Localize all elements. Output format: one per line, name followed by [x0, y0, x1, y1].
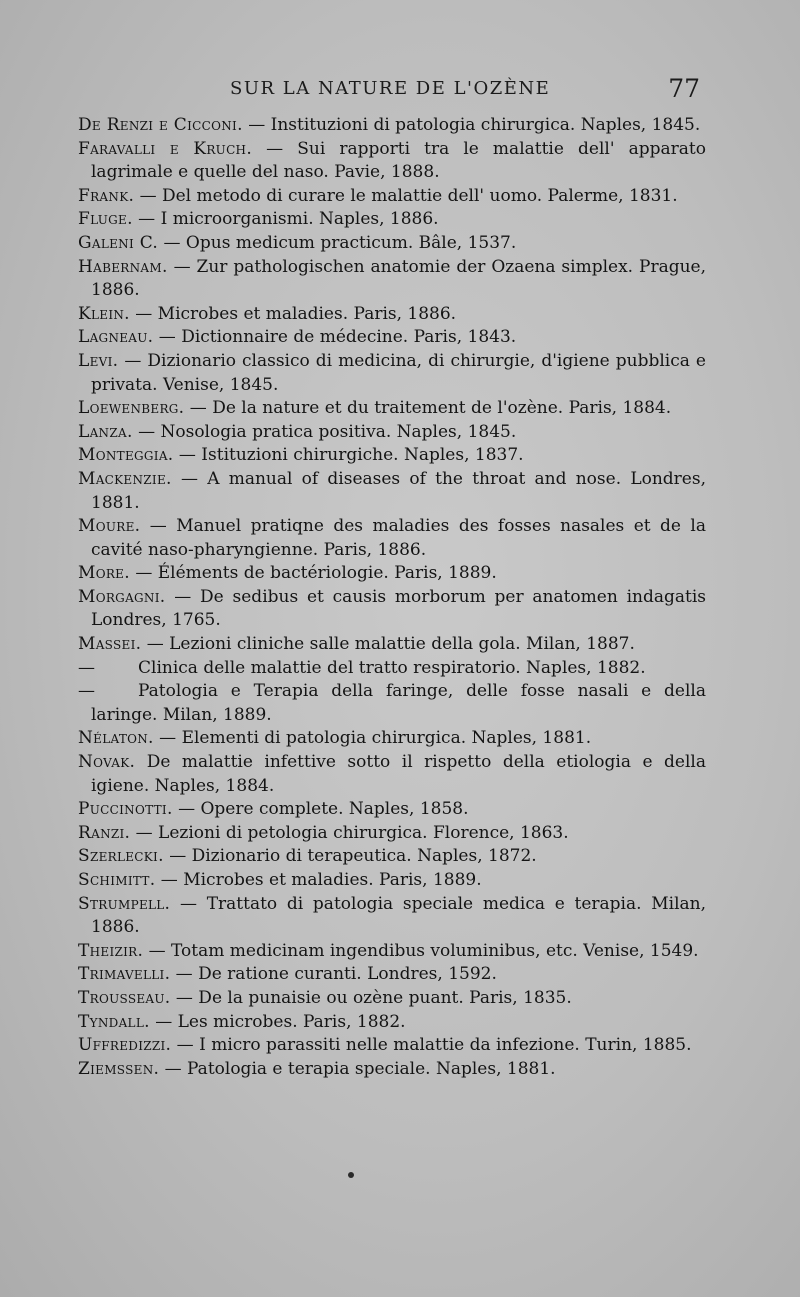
entry-text: — Lezioni di petologia chirurgica. Florence, 1863. [130, 822, 569, 843]
entry-text: — De la punaisie ou ozène puant. Paris, 1835. [170, 987, 572, 1008]
bibliography-entry [78, 350, 706, 397]
entry-author: Moure. [78, 516, 141, 537]
entry-text: — Microbes et maladies. Paris, 1889. [155, 870, 482, 890]
entry-author: Klein. [78, 303, 130, 324]
entry-text: — Manuel pratiqne des maladies des fosses nasales et de la cavité naso-pharyngienne. Paris, 1886. [91, 516, 706, 560]
bibliography-entry [78, 1034, 706, 1058]
bibliography-entry [78, 727, 706, 751]
bibliography-entry [78, 444, 706, 468]
entry-author: Loewenberg. [78, 398, 185, 419]
entry-text: De malattie infettive sotto il rispetto della etiologia e della igiene. Naples, 1884. [91, 752, 706, 796]
entry-author: Lagneau. [78, 327, 154, 348]
entry-author: Morgagni. [78, 586, 166, 607]
bibliography-entry [78, 185, 706, 209]
entry-text: — Les microbes. Paris, 1882. [149, 1011, 406, 1032]
entry-author: Levi. [78, 350, 119, 371]
ink-dot [348, 1172, 354, 1178]
entry-text: — Dizionario classico di medicina, di chirurgie, d'igiene pubblica e privata. Venise, 1845. [91, 350, 706, 395]
entry-author: Frank. [78, 185, 135, 206]
bibliography-entry [78, 586, 706, 633]
entry-author: Trousseau. [78, 987, 171, 1008]
entry-author: De Renzi e Cicconi. [78, 115, 243, 135]
entry-author: Trimavelli. [78, 964, 171, 985]
entry-text: — Dizionario di terapeutica. Naples, 1872. [163, 846, 537, 867]
bibliography-entry [78, 421, 706, 445]
entry-author: Schimitt. [78, 870, 156, 890]
bibliography-entry [78, 822, 706, 846]
entry-text: — Patologia e terapia speciale. Naples, 1881. [159, 1058, 556, 1079]
bibliography-entry [78, 138, 706, 185]
bibliography-entry [78, 1011, 706, 1035]
bibliography-entry [78, 963, 706, 987]
entry-text: — Microbes et maladies. Paris, 1886. [129, 303, 457, 324]
entry-text: — Dictionnaire de médecine. Paris, 1843. [153, 327, 517, 348]
entry-author: Novak. [78, 752, 136, 773]
bibliography-entry [78, 845, 706, 869]
entry-author: Tyndall. [78, 1011, 150, 1032]
entry-author: Massei. [78, 634, 142, 655]
bibliography-entry [78, 657, 706, 681]
entry-author: Szerlecki. [78, 846, 164, 867]
entry-text: — I microorganismi. Naples, 1886. [132, 209, 439, 230]
bibliography-entry [78, 515, 706, 562]
bibliography-entry [78, 987, 706, 1011]
entry-author: Galeni C. [78, 232, 159, 253]
bibliography-entry [78, 869, 706, 893]
bibliography-entry [78, 633, 706, 657]
bibliography-entry [78, 208, 706, 232]
bibliography-entry [78, 893, 706, 940]
entry-text: — De ratione curanti. Londres, 1592. [170, 964, 497, 985]
entry-author: Ranzi. [78, 822, 131, 843]
bibliography-entry [78, 562, 706, 586]
bibliography-entry [78, 468, 706, 515]
page-header [80, 74, 700, 104]
entry-author: Theizir. [78, 940, 144, 961]
bibliography-entry [78, 1058, 706, 1082]
entry-text: — Instituzioni di patologia chirurgica. Naples, 1845. [242, 115, 701, 135]
entry-text: — Trattato di patologia speciale medica e terapia. Milan, 1886. [91, 893, 706, 938]
bibliography-entry [78, 232, 706, 256]
entry-author: Fluge. [78, 209, 133, 230]
entry-author: Strumpell. [78, 893, 171, 914]
entry-text: Patologia e Terapia della faringe, delle fosse nasali e della laringe. Milan, 1889. [91, 681, 706, 725]
entry-text: Clinica delle malattie del tratto respiratorio. Naples, 1882. [138, 657, 646, 678]
entry-text: — Zur pathologischen anatomie der Ozaena simplex. Prague, 1886. [91, 256, 706, 301]
bibliography-entry [78, 114, 706, 138]
ditto-dash: — [78, 681, 95, 702]
bibliography-entry [78, 751, 706, 798]
entry-author: Lanza. [78, 421, 133, 442]
entry-author: Mackenzie. [78, 468, 172, 489]
ditto-dash: — [78, 657, 95, 678]
entry-text: — Istituzioni chirurgiche. Naples, 1837. [173, 445, 524, 466]
entry-text: — Opere complete. Naples, 1858. [172, 799, 469, 820]
bibliography-entry [78, 326, 706, 350]
entry-author: More. [78, 563, 130, 584]
bibliography-entry [78, 256, 706, 303]
entry-text: — De sedibus et causis morborum per anatomen indagatis Londres, 1765. [91, 586, 706, 631]
entry-text: — Éléments de bactériologie. Paris, 1889. [129, 563, 497, 584]
entry-author: Ziemssen. [78, 1058, 160, 1079]
entry-text: — Del metodo di curare le malattie dell' uomo. Palerme, 1831. [134, 185, 678, 206]
entry-text: — A manual of diseases of the throat and nose. Londres, 1881. [91, 468, 706, 513]
bibliography-entry [78, 397, 706, 421]
bibliography-list [78, 114, 706, 1081]
bibliography-entry [78, 940, 706, 964]
entry-text: — Opus medicum practicum. Bâle, 1537. [158, 232, 517, 253]
page-number: 77 [668, 74, 700, 103]
entry-text: — Totam medicinam ingendibus voluminibus, etc. Venise, 1549. [143, 940, 699, 961]
entry-author: Uffredizzi. [78, 1035, 172, 1056]
entry-text: — Elementi di patologia chirurgica. Naples, 1881. [153, 728, 592, 749]
entry-text: — Sui rapporti tra le malattie dell' apparato lagrimale e quelle del naso. Pavie, 1888. [91, 138, 706, 183]
bibliography-entry [78, 680, 706, 727]
entry-author: Puccinotti. [78, 799, 173, 820]
entry-text: — De la nature et du traitement de l'ozène. Paris, 1884. [184, 398, 672, 419]
bibliography-entry [78, 303, 706, 327]
entry-author: Monteggia. [78, 445, 174, 466]
entry-author: Habernam. [78, 256, 168, 277]
entry-author: Nélaton. [78, 728, 154, 749]
running-title: SUR LA NATURE DE L'OZÈNE [230, 78, 551, 99]
entry-text: — Lezioni cliniche salle malattie della gola. Milan, 1887. [141, 634, 635, 655]
bibliography-entry [78, 798, 706, 822]
entry-author: Faravalli e Kruch. [78, 138, 253, 159]
entry-text: — I micro parassiti nelle malattie da infezione. Turin, 1885. [171, 1035, 692, 1056]
entry-text: — Nosologia pratica positiva. Naples, 1845. [132, 421, 517, 442]
